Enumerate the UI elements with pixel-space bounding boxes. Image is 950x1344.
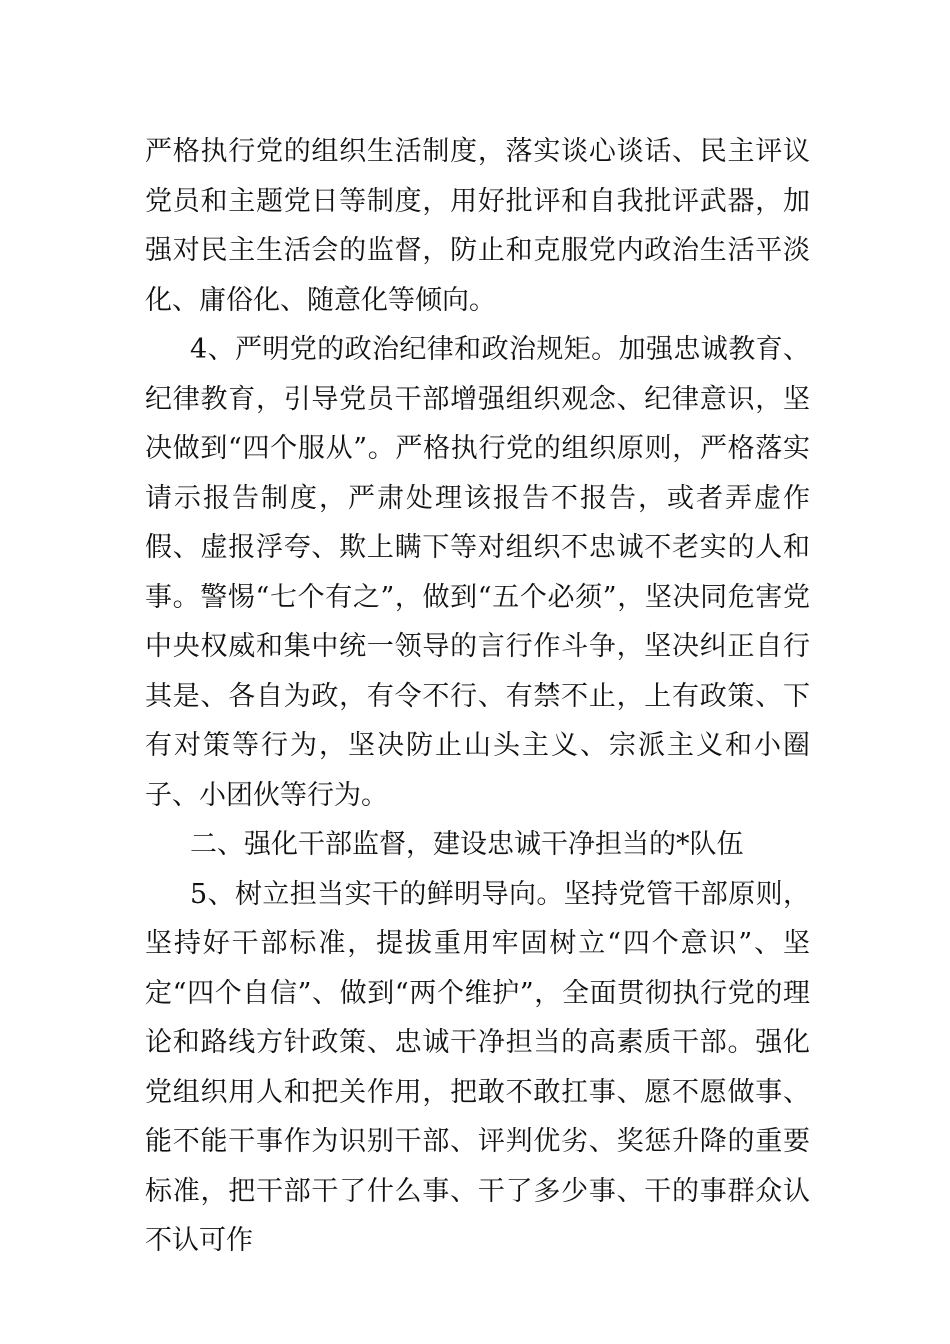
document-body xyxy=(145,127,810,1266)
paragraph-organizational-life: 严格执行党的组织生活制度，落实谈心谈话、民主评议党员和主题党日等制度，用好批评和自我批评武器，加强对民主生活会的监督，防止和克服党内政治生活平淡化、庸俗化、随意化等倾向。 xyxy=(145,136,810,316)
paragraph-political-discipline: 4、严明党的政治纪律和政治规矩。加强忠诚教育、纪律教育，引导党员干部增强组织观念、纪律意识，坚决做到“四个服从”。严格执行党的组织原则，严格落实请示报告制度，严肃处理该报告不报告，或者弄虚作假、虚报浮夸、欺上瞒下等对组织不忠诚不老实的人和事。警惕“七个有之”，做到“五个必须”，坚决同危害党中央权威和集中统一领导的言行作斗争，坚决纠正自行其是、各自为政，有令不行、有禁不止，上有政策、下有对策等行为，坚决防止山头主义、宗派主义和小圈子、小团伙等行为。 xyxy=(145,334,810,811)
paragraph-responsibility-orientation: 5、树立担当实干的鲜明导向。坚持党管干部原则，坚持好干部标准，提拔重用牢固树立“四个意识”、坚定“四个自信”、做到“两个维护”，全面贯彻执行党的理论和路线方针政策、忠诚干净担当的高素质干部。强化党组织用人和把关作用，把敢不敢扛事、愿不愿做事、能不能干事作为识别干部、评判优劣、奖惩升降的重要标准，把干部干了什么事、干了多少事、干的事群众认不认可作 xyxy=(145,878,810,1256)
section-heading-cadre-supervision: 二、强化干部监督，建设忠诚干净担当的*队伍 xyxy=(190,829,744,860)
